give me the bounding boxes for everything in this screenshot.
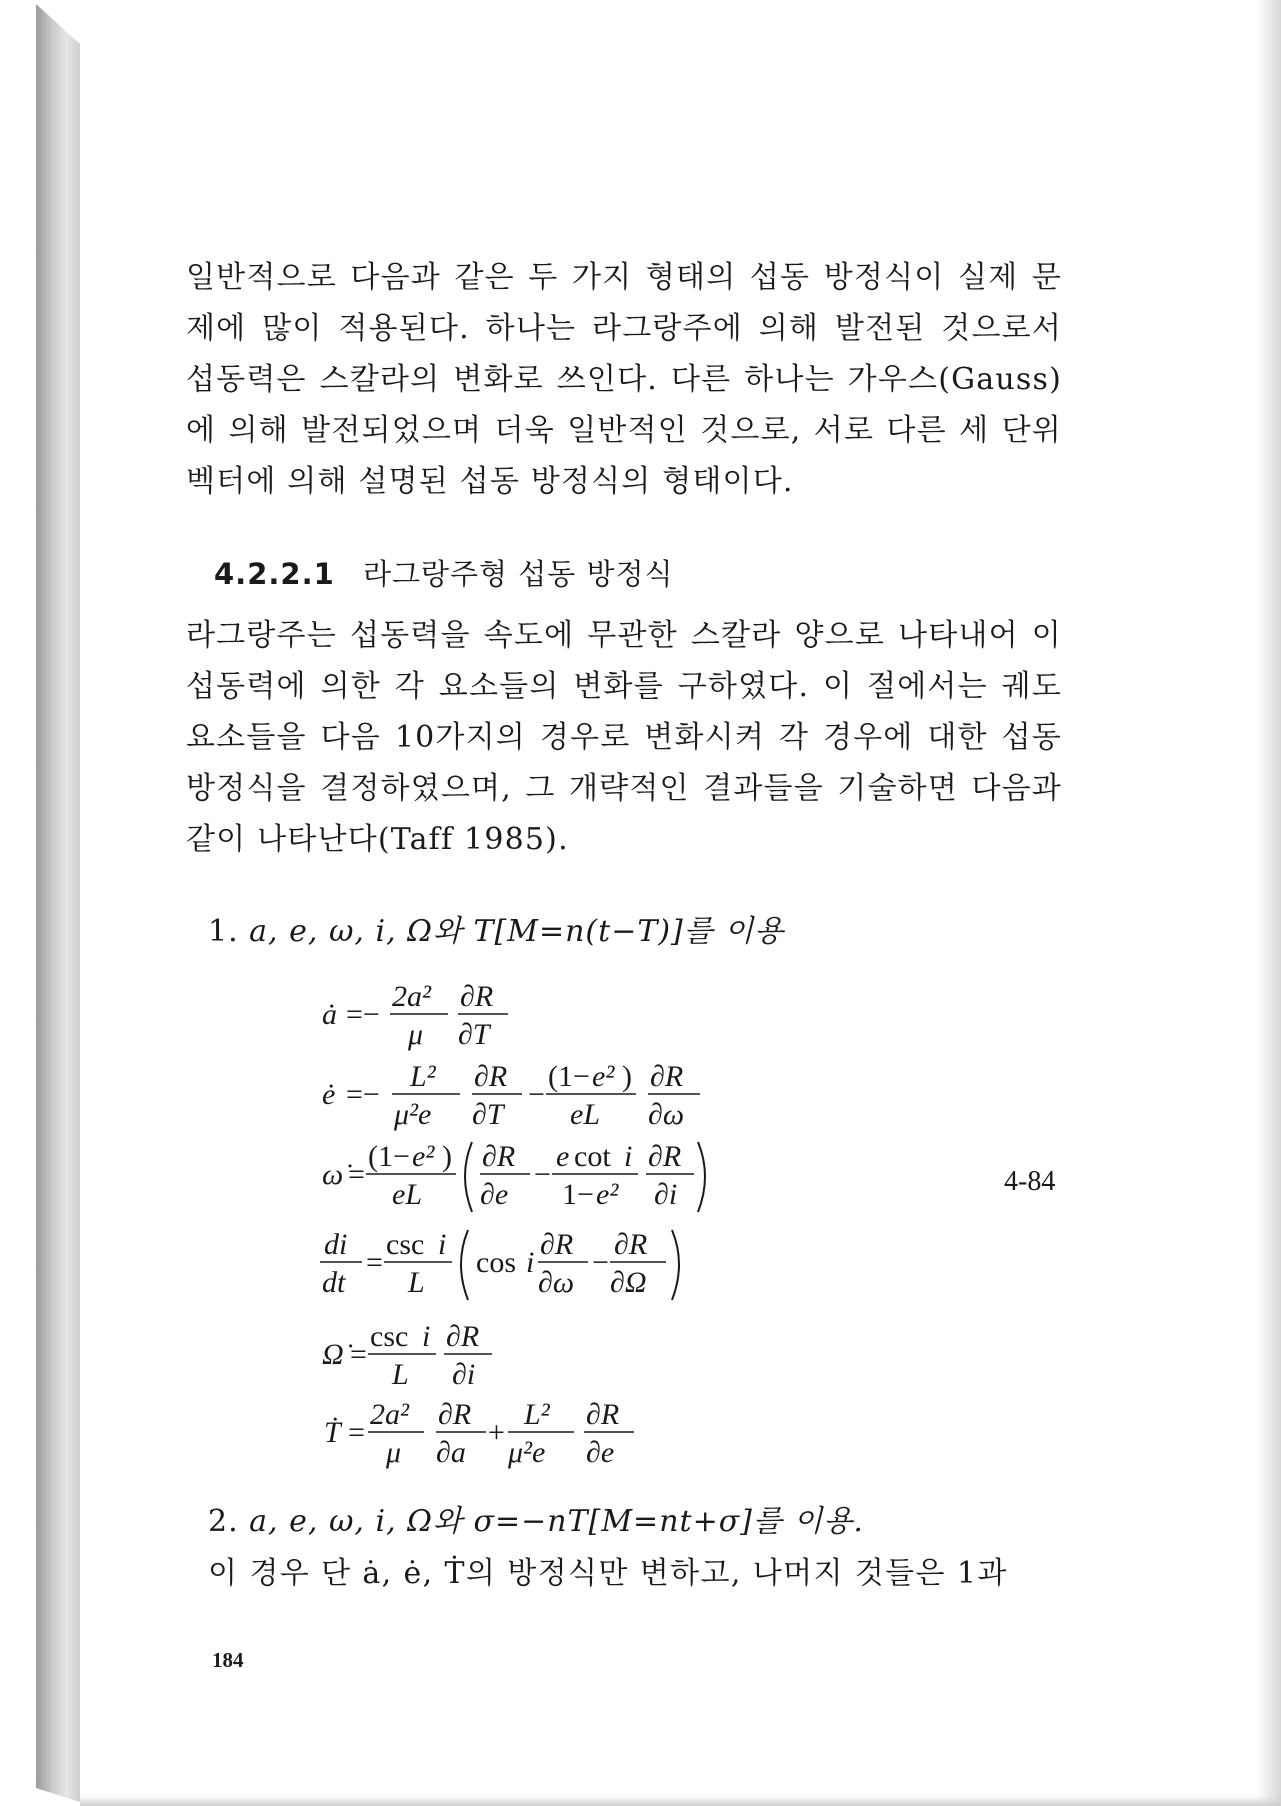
book-spine-edge — [36, 4, 80, 1802]
svg-text:cos: cos — [476, 1246, 516, 1279]
svg-text:eL: eL — [570, 1098, 600, 1131]
svg-text:∂T: ∂T — [458, 1018, 490, 1051]
svg-text:∂T: ∂T — [472, 1098, 504, 1131]
svg-text:∂R: ∂R — [648, 1140, 682, 1173]
svg-text:csc: csc — [386, 1228, 425, 1261]
equation-di-dt — [320, 1228, 679, 1300]
svg-text:−: − — [528, 1078, 545, 1111]
svg-text:dt: dt — [322, 1266, 346, 1299]
section-title: 라그랑주형 섭동 방정식 — [362, 557, 674, 591]
svg-text:e²: e² — [596, 1178, 619, 1211]
equation-T-dot — [324, 1398, 634, 1469]
svg-text:+: + — [488, 1416, 505, 1449]
svg-text:μ: μ — [408, 1018, 424, 1051]
svg-text:=−: =− — [346, 1078, 380, 1111]
page-right-edge-shadow — [1257, 0, 1281, 1806]
svg-text:∂R: ∂R — [614, 1228, 648, 1261]
svg-text:μ: μ — [386, 1436, 402, 1469]
list-item-2-text: a, e, ω, i, Ω와 σ=−nT[M=nt+σ]를 이용. — [249, 1504, 864, 1539]
svg-text:∂e: ∂e — [586, 1436, 615, 1469]
svg-text:e²: e² — [592, 1060, 615, 1093]
svg-text:=: = — [348, 1158, 365, 1191]
svg-text:∂i: ∂i — [654, 1178, 678, 1211]
svg-text:∂R: ∂R — [540, 1228, 574, 1261]
svg-text:ė: ė — [322, 1078, 336, 1111]
svg-text:∂R: ∂R — [650, 1060, 684, 1093]
list-item-2 — [208, 1496, 864, 1540]
svg-text:∂R: ∂R — [438, 1398, 472, 1431]
svg-text:−: − — [592, 1246, 609, 1279]
svg-text:cot: cot — [574, 1140, 611, 1173]
intro-paragraph: 일반적으로 다음과 같은 두 가지 형태의 섭동 방정식이 실제 문제에 많이 적용된다. 하나는 라그랑주에 의해 발전된 것으로서 섭동력은 스칼라의 변화로 쓰인다. 다른 하나는 가우스(Gauss)에 의해 발전되었으며 더욱 일반적인 것으로, 서로 다른 세 단위 벡터에 의해 설명된 섭동 방정식의 형태이다. — [186, 260, 1062, 499]
equation-e-dot — [322, 1060, 700, 1131]
svg-text:∂R: ∂R — [482, 1140, 516, 1173]
svg-text:∂i: ∂i — [452, 1358, 476, 1391]
svg-text:∂e: ∂e — [480, 1178, 509, 1211]
equation-number-label: 4-84 — [1004, 1166, 1056, 1197]
section-number: 4.2.2.1 — [214, 557, 335, 591]
svg-text:2a²: 2a² — [392, 980, 431, 1013]
list-item-2-number: 2. — [208, 1504, 239, 1539]
equation-a-dot — [322, 980, 508, 1051]
svg-text:L: L — [392, 1358, 409, 1391]
svg-text:=−: =− — [346, 998, 380, 1031]
svg-text:∂R: ∂R — [474, 1060, 508, 1093]
svg-text:L²: L² — [410, 1060, 436, 1093]
svg-text:e: e — [556, 1140, 570, 1173]
svg-text:∂R: ∂R — [460, 980, 494, 1013]
svg-text:): ) — [622, 1060, 632, 1093]
svg-text:1−: 1− — [562, 1178, 594, 1211]
svg-text:(1−: (1− — [368, 1140, 410, 1173]
svg-text:∂ω: ∂ω — [648, 1098, 685, 1131]
svg-text:di: di — [324, 1228, 348, 1261]
svg-text:Ṫ: Ṫ — [324, 1416, 341, 1449]
svg-text:=: = — [350, 1338, 367, 1371]
svg-text:ȧ: ȧ — [322, 998, 337, 1031]
svg-text:∂R: ∂R — [586, 1398, 620, 1431]
svg-text:(1−: (1− — [548, 1060, 590, 1093]
svg-text:Ω̇: Ω̇ — [322, 1338, 344, 1371]
equation-Omega-dot — [322, 1320, 492, 1391]
list-item-1-number: 1. — [208, 914, 239, 949]
equation-omega-dot — [322, 1140, 705, 1212]
lagrange-paragraph: 라그랑주는 섭동력을 속도에 무관한 스칼라 양으로 나타내어 이 섭동력에 의한 각 요소들의 변화를 구하였다. 이 절에서는 궤도 요소들을 다음 10가지의 경우로 변화시켜 각 경우에 대한 섭동 방정식을 결정하였으며, 그 개략적인 결과들을 기술하면 다음과 같이 나타난다(Taff 1985). — [186, 618, 1062, 857]
list-item-1 — [208, 906, 784, 950]
svg-text:eL: eL — [392, 1178, 422, 1211]
svg-text:i: i — [526, 1246, 535, 1279]
list-item-1-text: a, e, ω, i, Ω와 T[M=n(t−T)]를 이용 — [249, 914, 785, 949]
svg-text:=: = — [366, 1246, 383, 1279]
svg-text:−: − — [534, 1158, 551, 1191]
svg-text:μ²e: μ²e — [508, 1436, 546, 1469]
perturbation-equations-4-84 — [320, 966, 880, 1470]
section-heading — [214, 552, 674, 593]
svg-text:e²: e² — [412, 1140, 435, 1173]
svg-text:∂R: ∂R — [446, 1320, 480, 1353]
svg-text:csc: csc — [370, 1320, 409, 1353]
svg-text:): ) — [442, 1140, 452, 1173]
svg-text:i: i — [624, 1140, 633, 1173]
page-bottom-edge-shadow — [80, 1796, 1281, 1806]
svg-text:L²: L² — [524, 1398, 550, 1431]
svg-text:i: i — [438, 1228, 447, 1261]
svg-text:∂a: ∂a — [436, 1436, 466, 1469]
svg-text:2a²: 2a² — [370, 1398, 409, 1431]
list-item-2-continuation: 이 경우 단 ȧ, ė, Ṫ의 방정식만 변하고, 나머지 것들은 1과 — [208, 1556, 1008, 1591]
svg-text:=: = — [348, 1416, 365, 1449]
svg-text:∂ω: ∂ω — [538, 1266, 575, 1299]
svg-text:L: L — [408, 1266, 425, 1299]
svg-text:i: i — [422, 1320, 431, 1353]
svg-text:μ²e: μ²e — [394, 1098, 432, 1131]
svg-text:ω̇: ω̇ — [322, 1158, 344, 1191]
page-number: 184 — [212, 1648, 244, 1672]
svg-text:∂Ω: ∂Ω — [610, 1266, 647, 1299]
